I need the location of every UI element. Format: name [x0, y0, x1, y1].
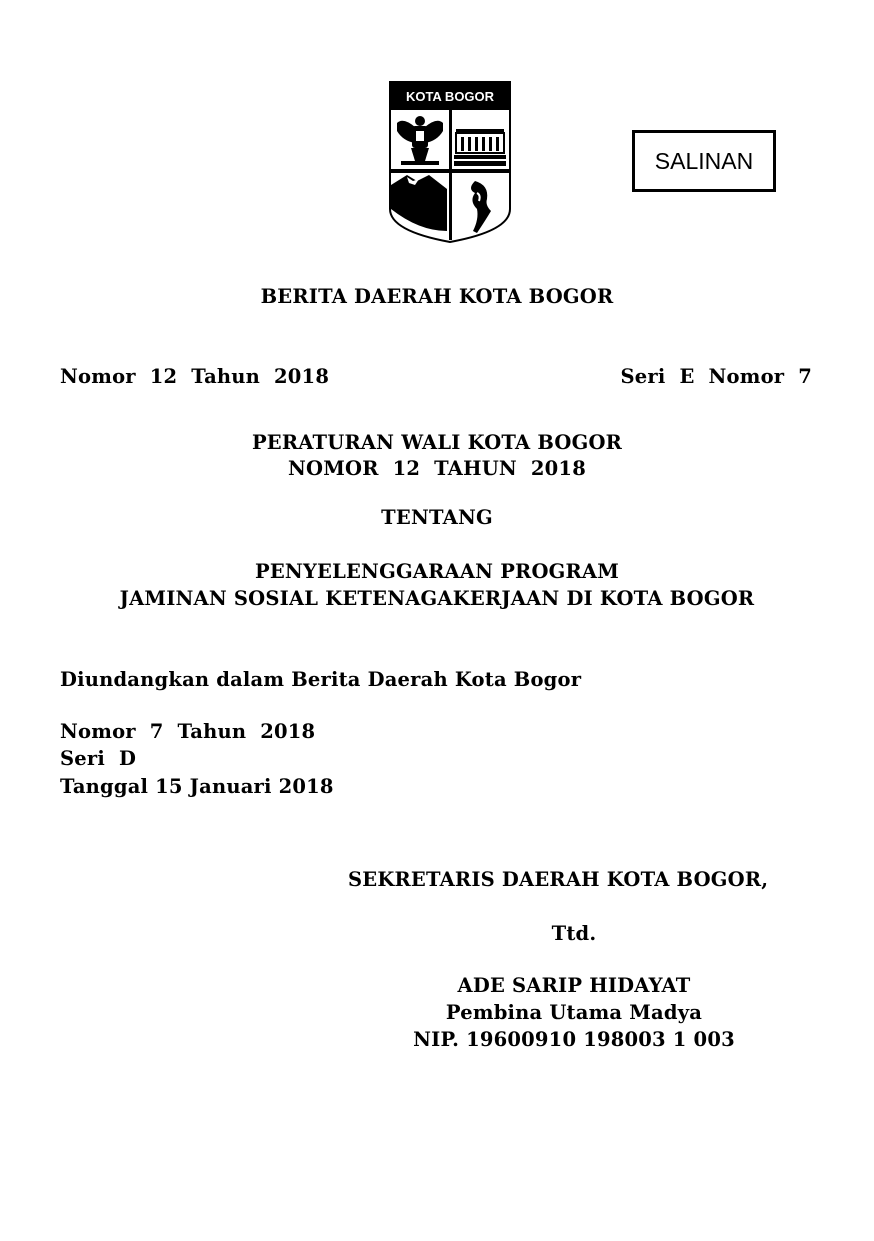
- regulation-number: NOMOR 12 TAHUN 2018: [288, 457, 586, 480]
- signatory-nip: NIP. 19600910 198003 1 003: [413, 1028, 735, 1051]
- salinan-stamp: [632, 130, 776, 192]
- kota-bogor-emblem-icon: [389, 81, 511, 243]
- signatory-rank: Pembina Utama Madya: [445, 1001, 703, 1024]
- promulgation-series: Seri D: [60, 747, 137, 770]
- salinan-label: SALINAN: [654, 147, 754, 174]
- promulgation-date: Tanggal 15 Januari 2018: [60, 775, 334, 798]
- gazette-series: Seri E Nomor 7: [620, 365, 812, 388]
- regulation-subject-line1: PENYELENGGARAAN PROGRAM: [254, 560, 620, 583]
- signature-ttd: Ttd.: [551, 922, 597, 945]
- emblem-caption: KOTA BOGOR: [405, 89, 495, 104]
- signatory-name: ADE SARIP HIDAYAT: [457, 974, 691, 997]
- gazette-number: Nomor 12 Tahun 2018: [60, 365, 330, 388]
- signatory-office: SEKRETARIS DAERAH KOTA BOGOR,: [348, 868, 769, 891]
- gazette-title: BERITA DAERAH KOTA BOGOR: [260, 285, 614, 308]
- promulgation-number: Nomor 7 Tahun 2018: [60, 720, 316, 743]
- promulgation-intro: Diundangkan dalam Berita Daerah Kota Bogor: [60, 668, 582, 691]
- regulation-about-label: TENTANG: [381, 506, 493, 529]
- regulation-title: PERATURAN WALI KOTA BOGOR: [251, 431, 623, 454]
- regulation-subject-line2: JAMINAN SOSIAL KETENAGAKERJAAN DI KOTA BOGOR: [119, 587, 755, 610]
